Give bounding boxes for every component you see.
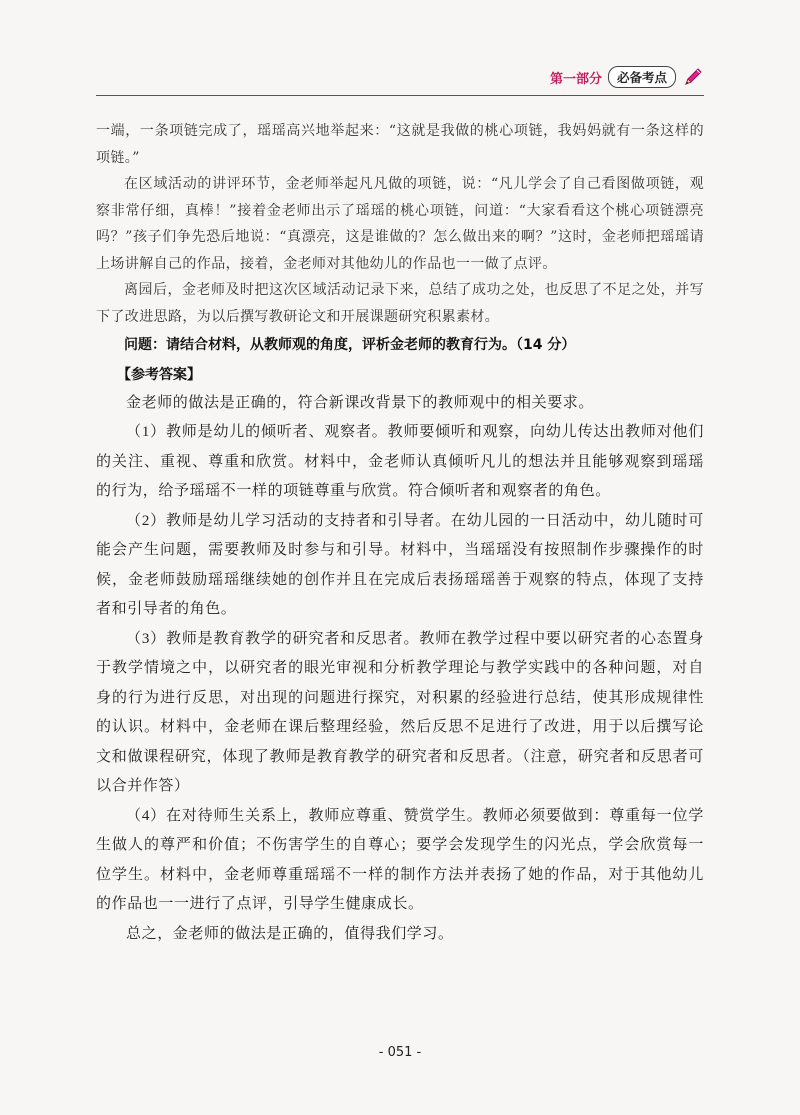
- answer-intro: 金老师的做法是正确的，符合新课改背景下的教师观中的相关要求。: [126, 394, 595, 411]
- story-paragraph: 在区域活动的讲评环节，金老师举起凡凡做的项链，说：“凡儿学会了自己看图做项链，观察非常仔细，真棒！”接着金老师出示了瑶瑶的桃心项链，问道：“大家看看这个桃心项链漂亮吗？”孩子们争先恐后地说：“真漂亮，这是谁做的？怎么做出来的啊？”这时，金老师把瑶瑶请上场讲解自己的作品，接着，金老师对其他幼儿的作品也一一做了点评。: [96, 176, 704, 272]
- question-text: 问题：请结合材料，从教师观的角度，评析金老师的教育行为。（14 分）: [124, 337, 576, 353]
- pencil-icon: [682, 66, 704, 88]
- page-number: - 051 -: [378, 1045, 422, 1060]
- story-paragraph: 一端，一条项链完成了，瑶瑶高兴地举起来：“这就是我做的桃心项链，我妈妈就有一条这样的项链。”: [96, 123, 704, 166]
- answer-point: （3）教师是教育教学的研究者和反思者。教师在教学过程中要以研究者的心态置身于教学情境之中，以研究者的眼光审视和分析教学理论与教学实践中的各种问题，对自身的行为进行反思，对出现的问题进行探究，对积累的经验进行总结，使其形成规律性的认识。材料中，金老师在课后整理经验，然后反思不足进行了改进，用于以后撰写论文和做课程研究，体现了教师是教育教学的研究者和反思者。（注意，研究者和反思者可以合并作答）: [96, 630, 704, 794]
- answer-point: （2）教师是幼儿学习活动的支持者和引导者。在幼儿园的一日活动中，幼儿随时可能会产生问题，需要教师及时参与和引导。材料中，当瑶瑶没有按照制作步骤操作的时候，金老师鼓励瑶瑶继续她的创作并且在完成后表扬瑶瑶善于观察的特点，体现了支持者和引导者的角色。: [96, 512, 704, 617]
- part-label: 第一部分: [549, 71, 602, 87]
- header-label-group: [550, 66, 704, 88]
- answer-conclusion: 总之，金老师的做法是正确的，值得我们学习。: [126, 925, 454, 942]
- page-content: [96, 118, 704, 949]
- answer-point: （4）在对待师生关系上，教师应尊重、赞赏学生。教师必须要做到：尊重每一位学生做人的尊严和价值；不伤害学生的自尊心；要学会发现学生的闪光点，学会欣赏每一位学生。材料中，金老师尊重瑶瑶不一样的制作方法并表扬了她的作品，对于其他幼儿的作品也一一进行了点评，引导学生健康成长。: [96, 807, 704, 912]
- header-divider: [96, 95, 704, 96]
- section-badge: 必备考点: [608, 66, 676, 88]
- page-header: [96, 60, 704, 96]
- answer-point: （1）教师是幼儿的倾听者、观察者。教师要倾听和观察，向幼儿传达出教师对他们的关注、重视、尊重和欣赏。材料中，金老师认真倾听凡儿的想法并且能够观察到瑶瑶的行为，给予瑶瑶不一样的项链尊重与欣赏。符合倾听者和观察者的角色。: [96, 424, 704, 499]
- answer-title: 【参考答案】: [117, 366, 201, 383]
- story-paragraph: 离园后，金老师及时把这次区域活动记录下来，总结了成功之处，也反思了不足之处，并写下了改进思路，为以后撰写教研论文和开展课题研究积累素材。: [96, 282, 704, 325]
